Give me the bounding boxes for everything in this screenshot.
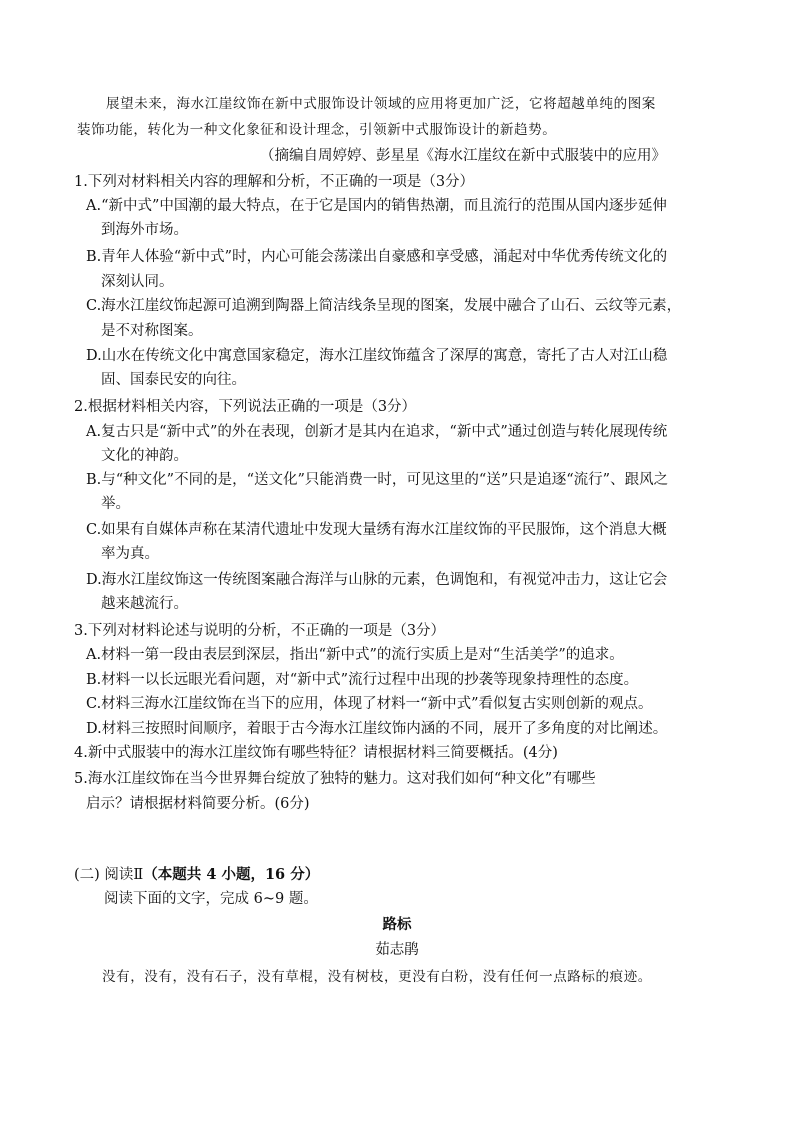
question-3-option-b: B.材料一以长远眼光看问题，对“新中式”流行过程中出现的抄袭等现象持理性的态度。 [86,672,639,688]
passage-title: 路标 [382,916,412,933]
question-1-option-a: A.“新中式”中国潮的最大特点，在于它是国内的销售热潮，而且流行的范围从国内逐步延伸 [86,198,667,214]
question-5-line-2: 启示？请根据材料简要分析。(6分) [86,796,310,812]
question-2-option-a-cont: 文化的神韵。 [101,448,188,464]
question-2-option-d-cont: 越来越流行。 [101,596,188,612]
section-2-instruction: 阅读下面的文字，完成 6~9 题。 [104,891,318,907]
source-citation: （摘编自周婷婷、彭星星《海水江崖纹在新中式服装中的应用》 [260,148,666,164]
section-2-heading-note: （本题共 4 小题，16 分） [143,866,320,883]
question-3-option-a: A.材料一第一段由表层到深层，指出“新中式”的流行实质上是对“生活美学”的追求。 [86,647,624,663]
question-3-option-c: C.材料三海水江崖纹饰在当下的应用，体现了材料一“新中式”看似复古实则创新的观点。 [86,696,653,712]
question-1-option-b-cont: 深刻认同。 [101,274,174,290]
question-4: 4.新中式服装中的海水江崖纹饰有哪些特征？请根据材料三简要概括。(4分) [74,745,558,761]
question-2-stem: 2.根据材料相关内容，下列说法正确的一项是（3分） [74,399,417,415]
question-2-option-c-cont: 率为真。 [101,546,159,562]
question-1-option-b: B.青年人体验“新中式”时，内心可能会荡漾出自豪感和享受感，涌起对中华优秀传统文化的 [86,249,668,265]
question-1-option-c: C.海水江崖纹饰起源可追溯到陶器上简洁线条呈现的图案，发展中融合了山石、云纹等元素， [86,298,682,314]
section-2-heading-prefix: (二) 阅读Ⅱ [74,867,144,883]
passage-first-line: 没有，没有，没有石子，没有草棍，没有树枝，更没有白粉，没有任何一点路标的痕迹。 [102,969,652,985]
intro-paragraph-line-2: 装饰功能，转化为一种文化象征和设计理念，引领新中式服饰设计的新趋势。 [77,122,557,138]
question-1-option-a-cont: 到海外市场。 [101,222,188,238]
question-2-option-b: B.与“种文化”不同的是，“送文化”只能消费一时，可见这里的“送”只是追逐“流行”、跟风之 [86,472,669,488]
intro-paragraph-line-1: 展望未来，海水江崖纹饰在新中式服饰设计领域的应用将更加广泛，它将超越单纯的图案 [106,96,656,112]
question-1-option-d-cont: 固、国泰民安的向往。 [101,372,246,388]
question-3-option-d: D.材料三按照时间顺序，着眼于古今海水江崖纹饰内涵的不同，展开了多角度的对比阐述。 [86,721,668,737]
question-1-option-c-cont: 是不对称图案。 [101,323,203,339]
question-2-option-b-cont: 举。 [101,496,130,512]
section-2-heading [74,865,319,885]
question-1-stem: 1.下列对材料相关内容的理解和分析，不正确的一项是（3分） [74,174,475,190]
question-2-option-d: D.海水江崖纹饰这一传统图案融合海洋与山脉的元素，色调饱和，有视觉冲击力，这让它会 [86,572,668,588]
question-2-option-a: A.复古只是“新中式”的外在表现，创新才是其内在追求，“新中式”通过创造与转化展现传统 [86,424,668,440]
question-2-option-c: C.如果有自媒体声称在某清代遗址中发现大量绣有海水江崖纹饰的平民服饰，这个消息大概 [86,522,667,538]
question-3-stem: 3.下列对材料论述与说明的分析，不正确的一项是（3分） [74,623,446,639]
question-1-option-d: D.山水在传统文化中寓意国家稳定，海水江崖纹饰蕴含了深厚的寓意，寄托了古人对江山稳 [86,348,668,364]
question-5-line-1: 5.海水江崖纹饰在当今世界舞台绽放了独特的魅力。这对我们如何“种文化”有哪些 [74,771,596,787]
passage-author: 茹志鹃 [375,942,419,958]
